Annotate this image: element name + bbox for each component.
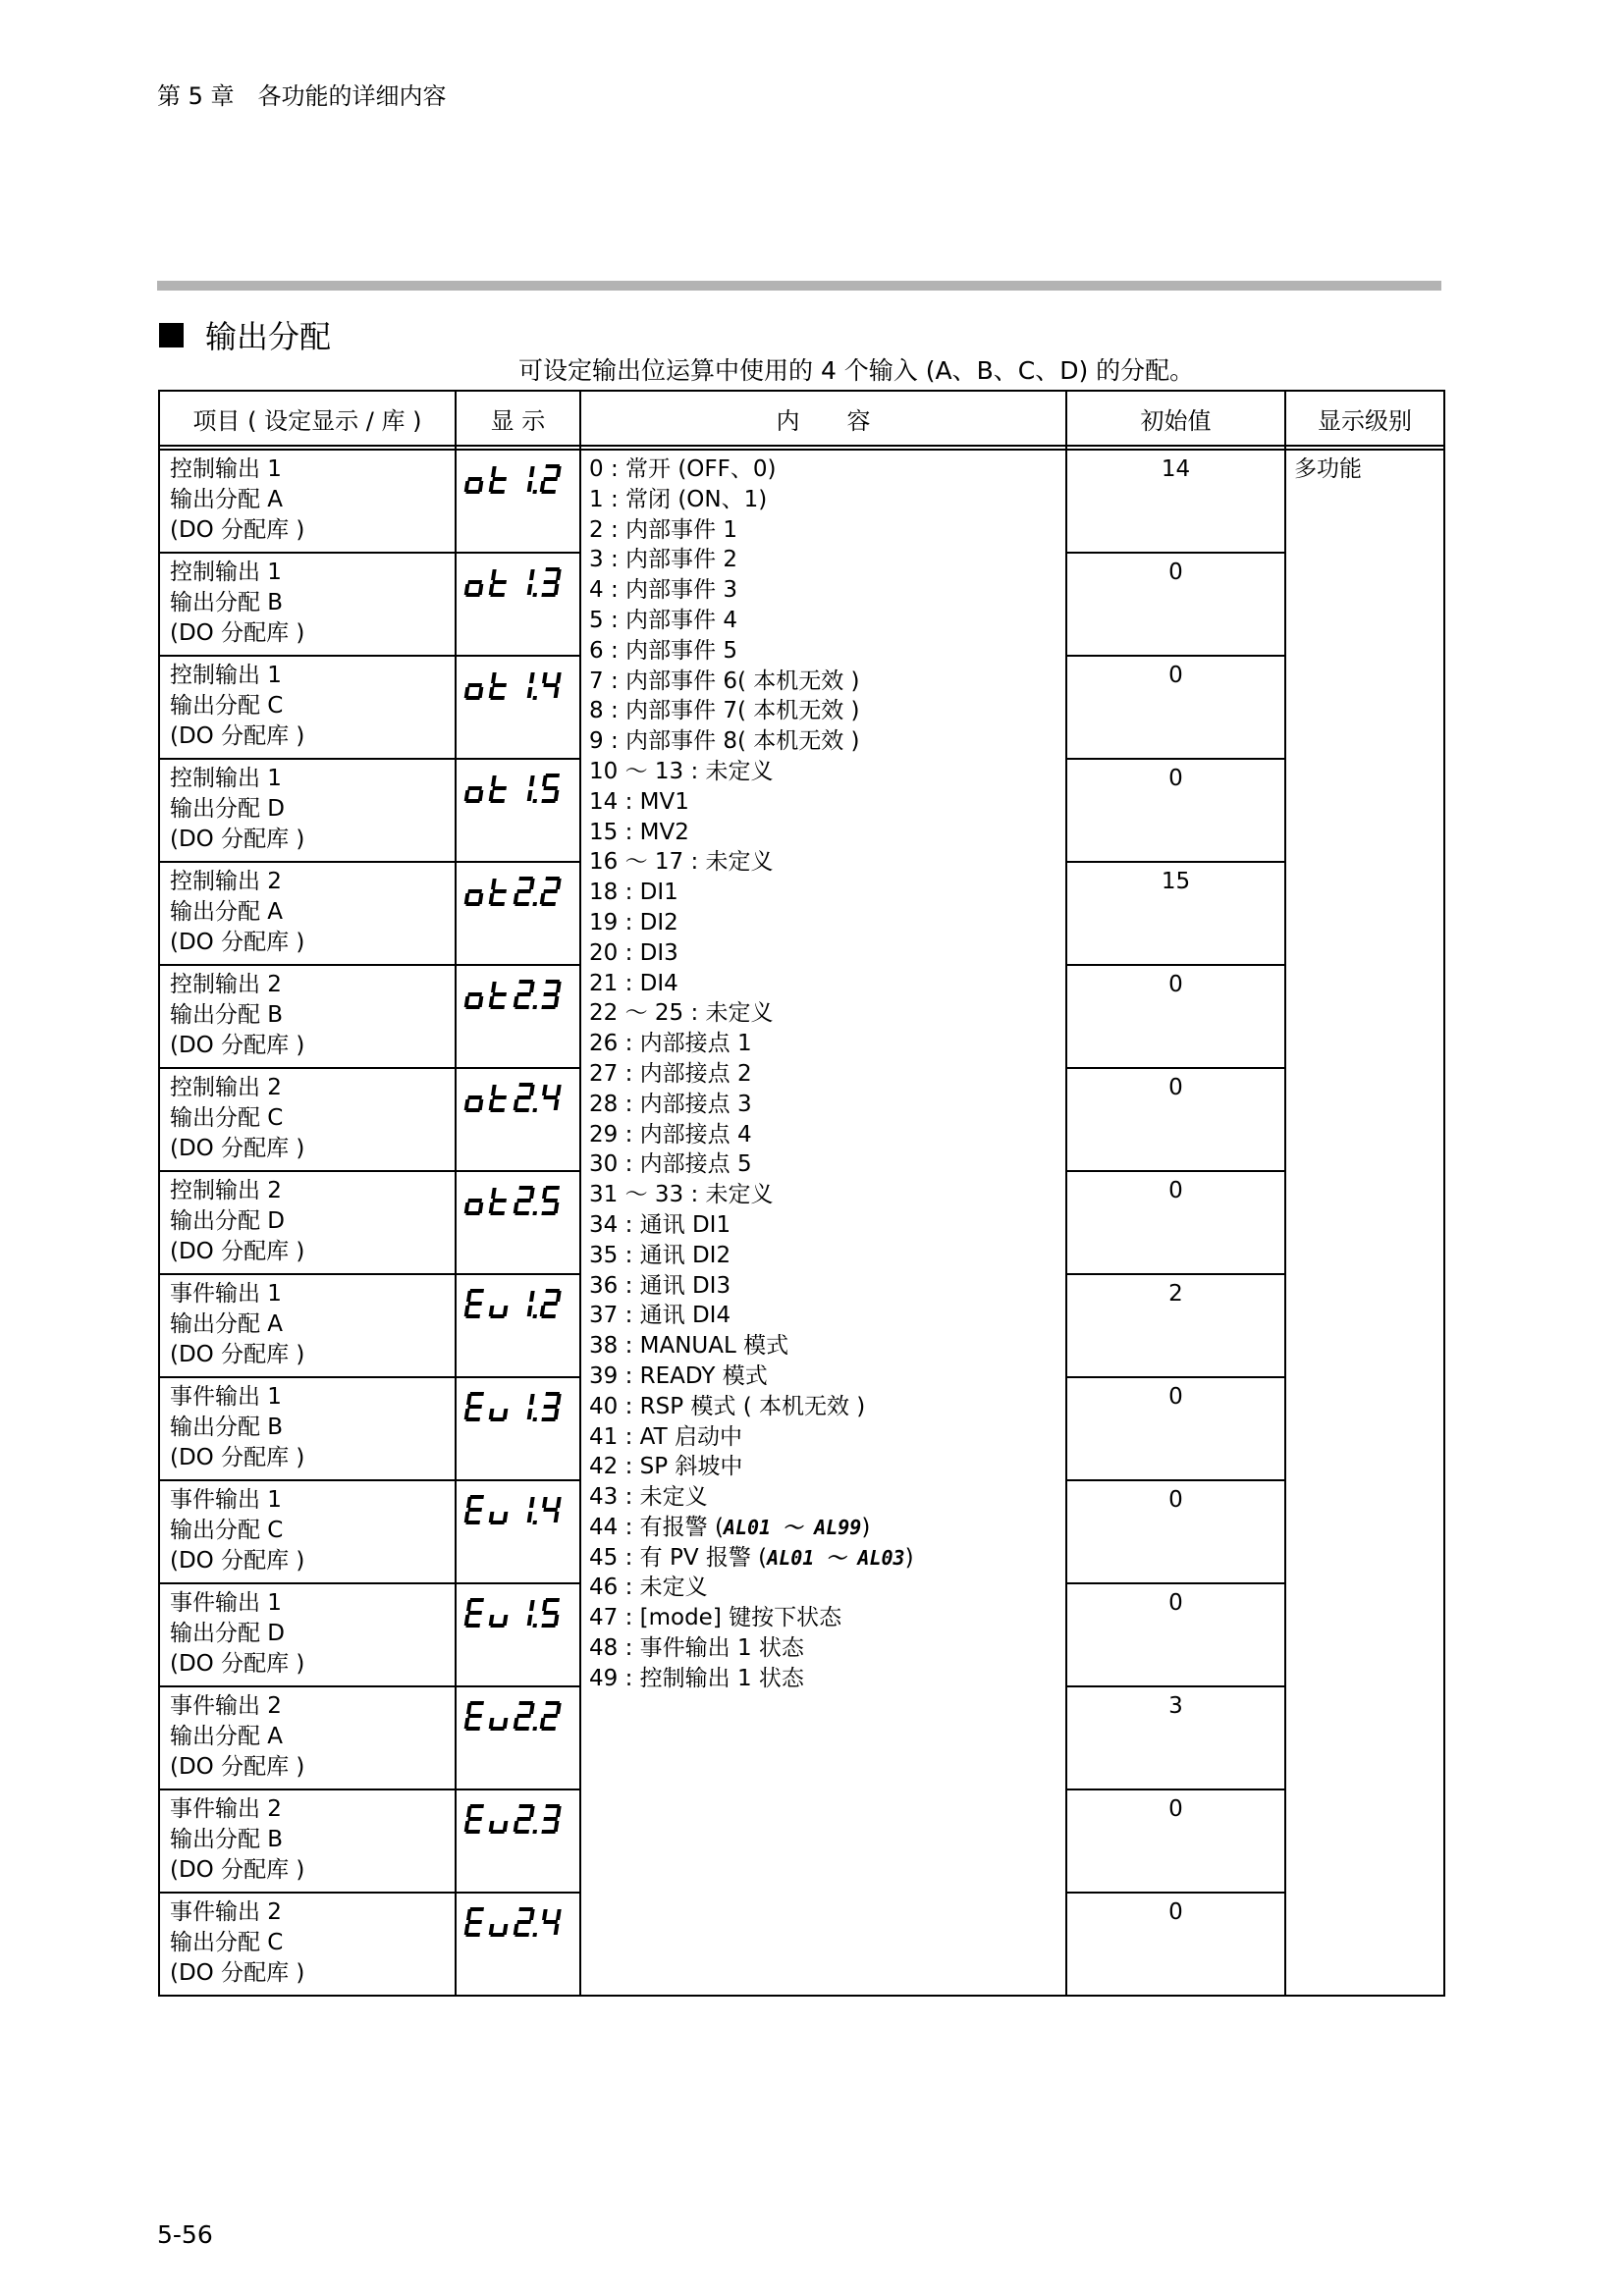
initial-value-cell: 0	[1066, 1068, 1285, 1171]
segment-display-icon	[462, 875, 570, 910]
item-line: 事件输出 2	[170, 1693, 282, 1719]
content-line: 6 : 内部事件 5	[589, 637, 737, 664]
display-cell	[456, 1171, 580, 1274]
item-cell	[159, 1583, 456, 1686]
item-cell	[159, 1686, 456, 1789]
content-line: 37 : 通讯 DI4	[589, 1303, 731, 1329]
content-line: 4 : 内部事件 3	[589, 577, 737, 604]
item-line: (DO 分配库 )	[170, 1857, 305, 1883]
item-line: 输出分配 A	[170, 1724, 284, 1749]
item-line: 输出分配 D	[170, 1208, 286, 1234]
item-line: 事件输出 1	[170, 1384, 282, 1410]
item-line: 控制输出 2	[170, 1178, 282, 1203]
item-line: (DO 分配库 )	[170, 930, 305, 955]
item-line: 控制输出 1	[170, 663, 282, 688]
display-cell	[456, 1583, 580, 1686]
content-line: 42 : SP 斜坡中	[589, 1454, 743, 1480]
initial-value-cell: 14	[1066, 450, 1285, 553]
content-suffix: )	[861, 1514, 871, 1540]
initial-value-cell: 0	[1066, 965, 1285, 1068]
item-cell	[159, 1789, 456, 1893]
initial-value-cell: 0	[1066, 1171, 1285, 1274]
table-row	[159, 450, 1444, 553]
content-line: 22 ～ 25 : 未定义	[589, 1000, 774, 1027]
initial-value-cell: 0	[1066, 1893, 1285, 1996]
output-assignment-table	[158, 390, 1445, 1997]
item-line: 输出分配 C	[170, 1518, 284, 1543]
segment-display-icon	[462, 772, 570, 807]
square-bullet-icon	[159, 323, 184, 347]
content-line: 43 : 未定义	[589, 1484, 708, 1511]
item-line: 输出分配 A	[170, 487, 284, 512]
item-line: (DO 分配库 )	[170, 1239, 305, 1264]
segment-display-icon	[462, 1390, 570, 1425]
item-line: 控制输出 1	[170, 456, 282, 482]
segment-display-icon	[462, 1699, 570, 1735]
section-divider	[157, 281, 1441, 291]
content-prefix: 44 : 有报警 (	[589, 1514, 724, 1540]
content-line: 5 : 内部事件 4	[589, 607, 737, 633]
content-line: 0 : 常开 (OFF、0)	[589, 456, 777, 482]
page-number: 5-56	[157, 2220, 213, 2249]
item-line: 控制输出 1	[170, 560, 282, 585]
content-line: 49 : 控制输出 1 状态	[589, 1665, 804, 1691]
item-line: (DO 分配库 )	[170, 827, 305, 852]
initial-value-cell: 3	[1066, 1686, 1285, 1789]
content-line: 40 : RSP 模式 ( 本机无效 )	[589, 1393, 866, 1419]
content-line: 14 : MV1	[589, 788, 689, 815]
content-suffix: )	[904, 1544, 914, 1571]
item-line: 输出分配 D	[170, 1621, 286, 1646]
content-line: 19 : DI2	[589, 909, 678, 935]
display-cell	[456, 759, 580, 862]
item-cell	[159, 1171, 456, 1274]
content-line: 2 : 内部事件 1	[589, 516, 737, 543]
item-cell	[159, 656, 456, 759]
content-line: 20 : DI3	[589, 939, 678, 966]
item-cell	[159, 759, 456, 862]
segment-display-icon	[462, 462, 570, 498]
item-line: 输出分配 A	[170, 899, 284, 925]
initial-value-cell: 0	[1066, 656, 1285, 759]
item-line: (DO 分配库 )	[170, 1136, 305, 1161]
content-line: 10 ～ 13 : 未定义	[589, 758, 774, 784]
segment-display-icon	[462, 1081, 570, 1116]
item-line: 控制输出 1	[170, 766, 282, 791]
content-line: 31 ～ 33 : 未定义	[589, 1182, 774, 1208]
section-title	[159, 312, 331, 357]
segment-display-icon	[462, 565, 570, 601]
content-line: 15 : MV2	[589, 819, 689, 845]
item-line: (DO 分配库 )	[170, 1033, 305, 1058]
segment-display-icon	[462, 1596, 570, 1631]
content-line: 18 : DI1	[589, 880, 678, 906]
display-cell	[456, 862, 580, 965]
item-cell	[159, 450, 456, 553]
content-line: 7 : 内部事件 6( 本机无效 )	[589, 667, 860, 694]
segment-display-icon	[462, 1493, 570, 1528]
initial-value-cell: 2	[1066, 1274, 1285, 1377]
content-line: 1 : 常闭 (ON、1)	[589, 486, 768, 512]
item-line: (DO 分配库 )	[170, 620, 305, 646]
chapter-header: 第 5 章 各功能的详细内容	[157, 82, 447, 110]
item-cell	[159, 1068, 456, 1171]
display-cell	[456, 1480, 580, 1583]
content-seg: AL01 ～ AL99	[723, 1515, 862, 1539]
segment-display-icon	[462, 1287, 570, 1322]
item-line: (DO 分配库 )	[170, 1445, 305, 1470]
content-line: 48 : 事件输出 1 状态	[589, 1635, 804, 1662]
item-line: 控制输出 2	[170, 869, 282, 894]
display-cell	[456, 656, 580, 759]
display-cell	[456, 1686, 580, 1789]
segment-display-icon	[462, 1802, 570, 1838]
content-line: 16 ～ 17 : 未定义	[589, 849, 774, 876]
item-line: 输出分配 B	[170, 1827, 284, 1852]
display-cell	[456, 965, 580, 1068]
item-line: 控制输出 2	[170, 1075, 282, 1100]
content-line: 8 : 内部事件 7( 本机无效 )	[589, 698, 860, 724]
initial-value-cell: 15	[1066, 862, 1285, 965]
header-item: 项目 ( 设定显示 / 库 )	[159, 391, 456, 446]
content-seg: AL01 ～ AL03	[767, 1545, 905, 1570]
segment-display-icon	[462, 1905, 570, 1941]
item-line: 输出分配 C	[170, 693, 284, 719]
item-line: 输出分配 B	[170, 1002, 284, 1028]
segment-display-icon	[462, 978, 570, 1013]
content-prefix: 45 : 有 PV 报警 (	[589, 1544, 768, 1571]
item-line: 输出分配 C	[170, 1105, 284, 1131]
content-line: 47 : [mode] 键按下状态	[589, 1605, 842, 1631]
item-cell	[159, 1480, 456, 1583]
content-line: 3 : 内部事件 2	[589, 547, 737, 573]
item-line: 事件输出 1	[170, 1590, 282, 1616]
initial-value-cell: 0	[1066, 553, 1285, 656]
item-line: 输出分配 B	[170, 590, 284, 615]
content-line: 34 : 通讯 DI1	[589, 1211, 731, 1238]
item-line: (DO 分配库 )	[170, 1651, 305, 1677]
content-cell	[580, 450, 1066, 1996]
display-cell	[456, 1274, 580, 1377]
table-header-row	[159, 391, 1444, 446]
display-cell	[456, 1068, 580, 1171]
display-cell	[456, 1893, 580, 1996]
item-line: 输出分配 C	[170, 1930, 284, 1955]
content-line: 39 : READY 模式	[589, 1362, 768, 1389]
header-content: 内 容	[580, 391, 1066, 446]
segment-display-icon	[462, 668, 570, 704]
section-description: 可设定输出位运算中使用的 4 个输入 (A、B、C、D) 的分配。	[518, 356, 1195, 385]
item-line: 事件输出 2	[170, 1899, 282, 1925]
content-line: 35 : 通讯 DI2	[589, 1242, 731, 1268]
content-line: 27 : 内部接点 2	[589, 1060, 752, 1087]
initial-value-cell: 0	[1066, 1480, 1285, 1583]
item-cell	[159, 1893, 456, 1996]
content-line	[589, 1543, 1065, 1574]
initial-value-cell: 0	[1066, 759, 1285, 862]
content-line: 41 : AT 启动中	[589, 1423, 742, 1450]
item-line: 事件输出 1	[170, 1487, 282, 1513]
item-line: 输出分配 A	[170, 1311, 284, 1337]
display-cell	[456, 1377, 580, 1480]
header-initial-value: 初始值	[1066, 391, 1285, 446]
content-line: 46 : 未定义	[589, 1575, 708, 1601]
item-line: 输出分配 B	[170, 1415, 284, 1440]
item-line: 输出分配 D	[170, 796, 286, 822]
header-display-level: 显示级别	[1285, 391, 1444, 446]
content-line: 29 : 内部接点 4	[589, 1121, 752, 1148]
segment-display-icon	[462, 1184, 570, 1219]
content-line: 21 : DI4	[589, 970, 678, 996]
item-cell	[159, 1274, 456, 1377]
content-line: 26 : 内部接点 1	[589, 1031, 752, 1057]
content-line: 38 : MANUAL 模式	[589, 1333, 789, 1360]
item-line: (DO 分配库 )	[170, 1342, 305, 1367]
item-line: 事件输出 1	[170, 1281, 282, 1307]
initial-value-cell: 0	[1066, 1583, 1285, 1686]
content-line: 30 : 内部接点 5	[589, 1151, 752, 1178]
item-line: 控制输出 2	[170, 972, 282, 997]
item-line: 事件输出 2	[170, 1796, 282, 1822]
content-line: 28 : 内部接点 3	[589, 1091, 752, 1117]
item-cell	[159, 553, 456, 656]
content-line: 36 : 通讯 DI3	[589, 1272, 731, 1299]
initial-value-cell: 0	[1066, 1377, 1285, 1480]
content-line	[589, 1513, 1065, 1543]
initial-value-cell: 0	[1066, 1789, 1285, 1893]
display-cell	[456, 553, 580, 656]
item-cell	[159, 965, 456, 1068]
header-display: 显 示	[456, 391, 580, 446]
item-line: (DO 分配库 )	[170, 1548, 305, 1574]
item-line: (DO 分配库 )	[170, 723, 305, 749]
display-level-cell: 多功能	[1285, 450, 1444, 1996]
section-title-text: 输出分配	[205, 318, 332, 355]
content-line: 9 : 内部事件 8( 本机无效 )	[589, 728, 860, 755]
item-cell	[159, 862, 456, 965]
display-cell	[456, 450, 580, 553]
item-line: (DO 分配库 )	[170, 1960, 305, 1986]
item-cell	[159, 1377, 456, 1480]
item-line: (DO 分配库 )	[170, 517, 305, 543]
item-line: (DO 分配库 )	[170, 1754, 305, 1780]
display-cell	[456, 1789, 580, 1893]
